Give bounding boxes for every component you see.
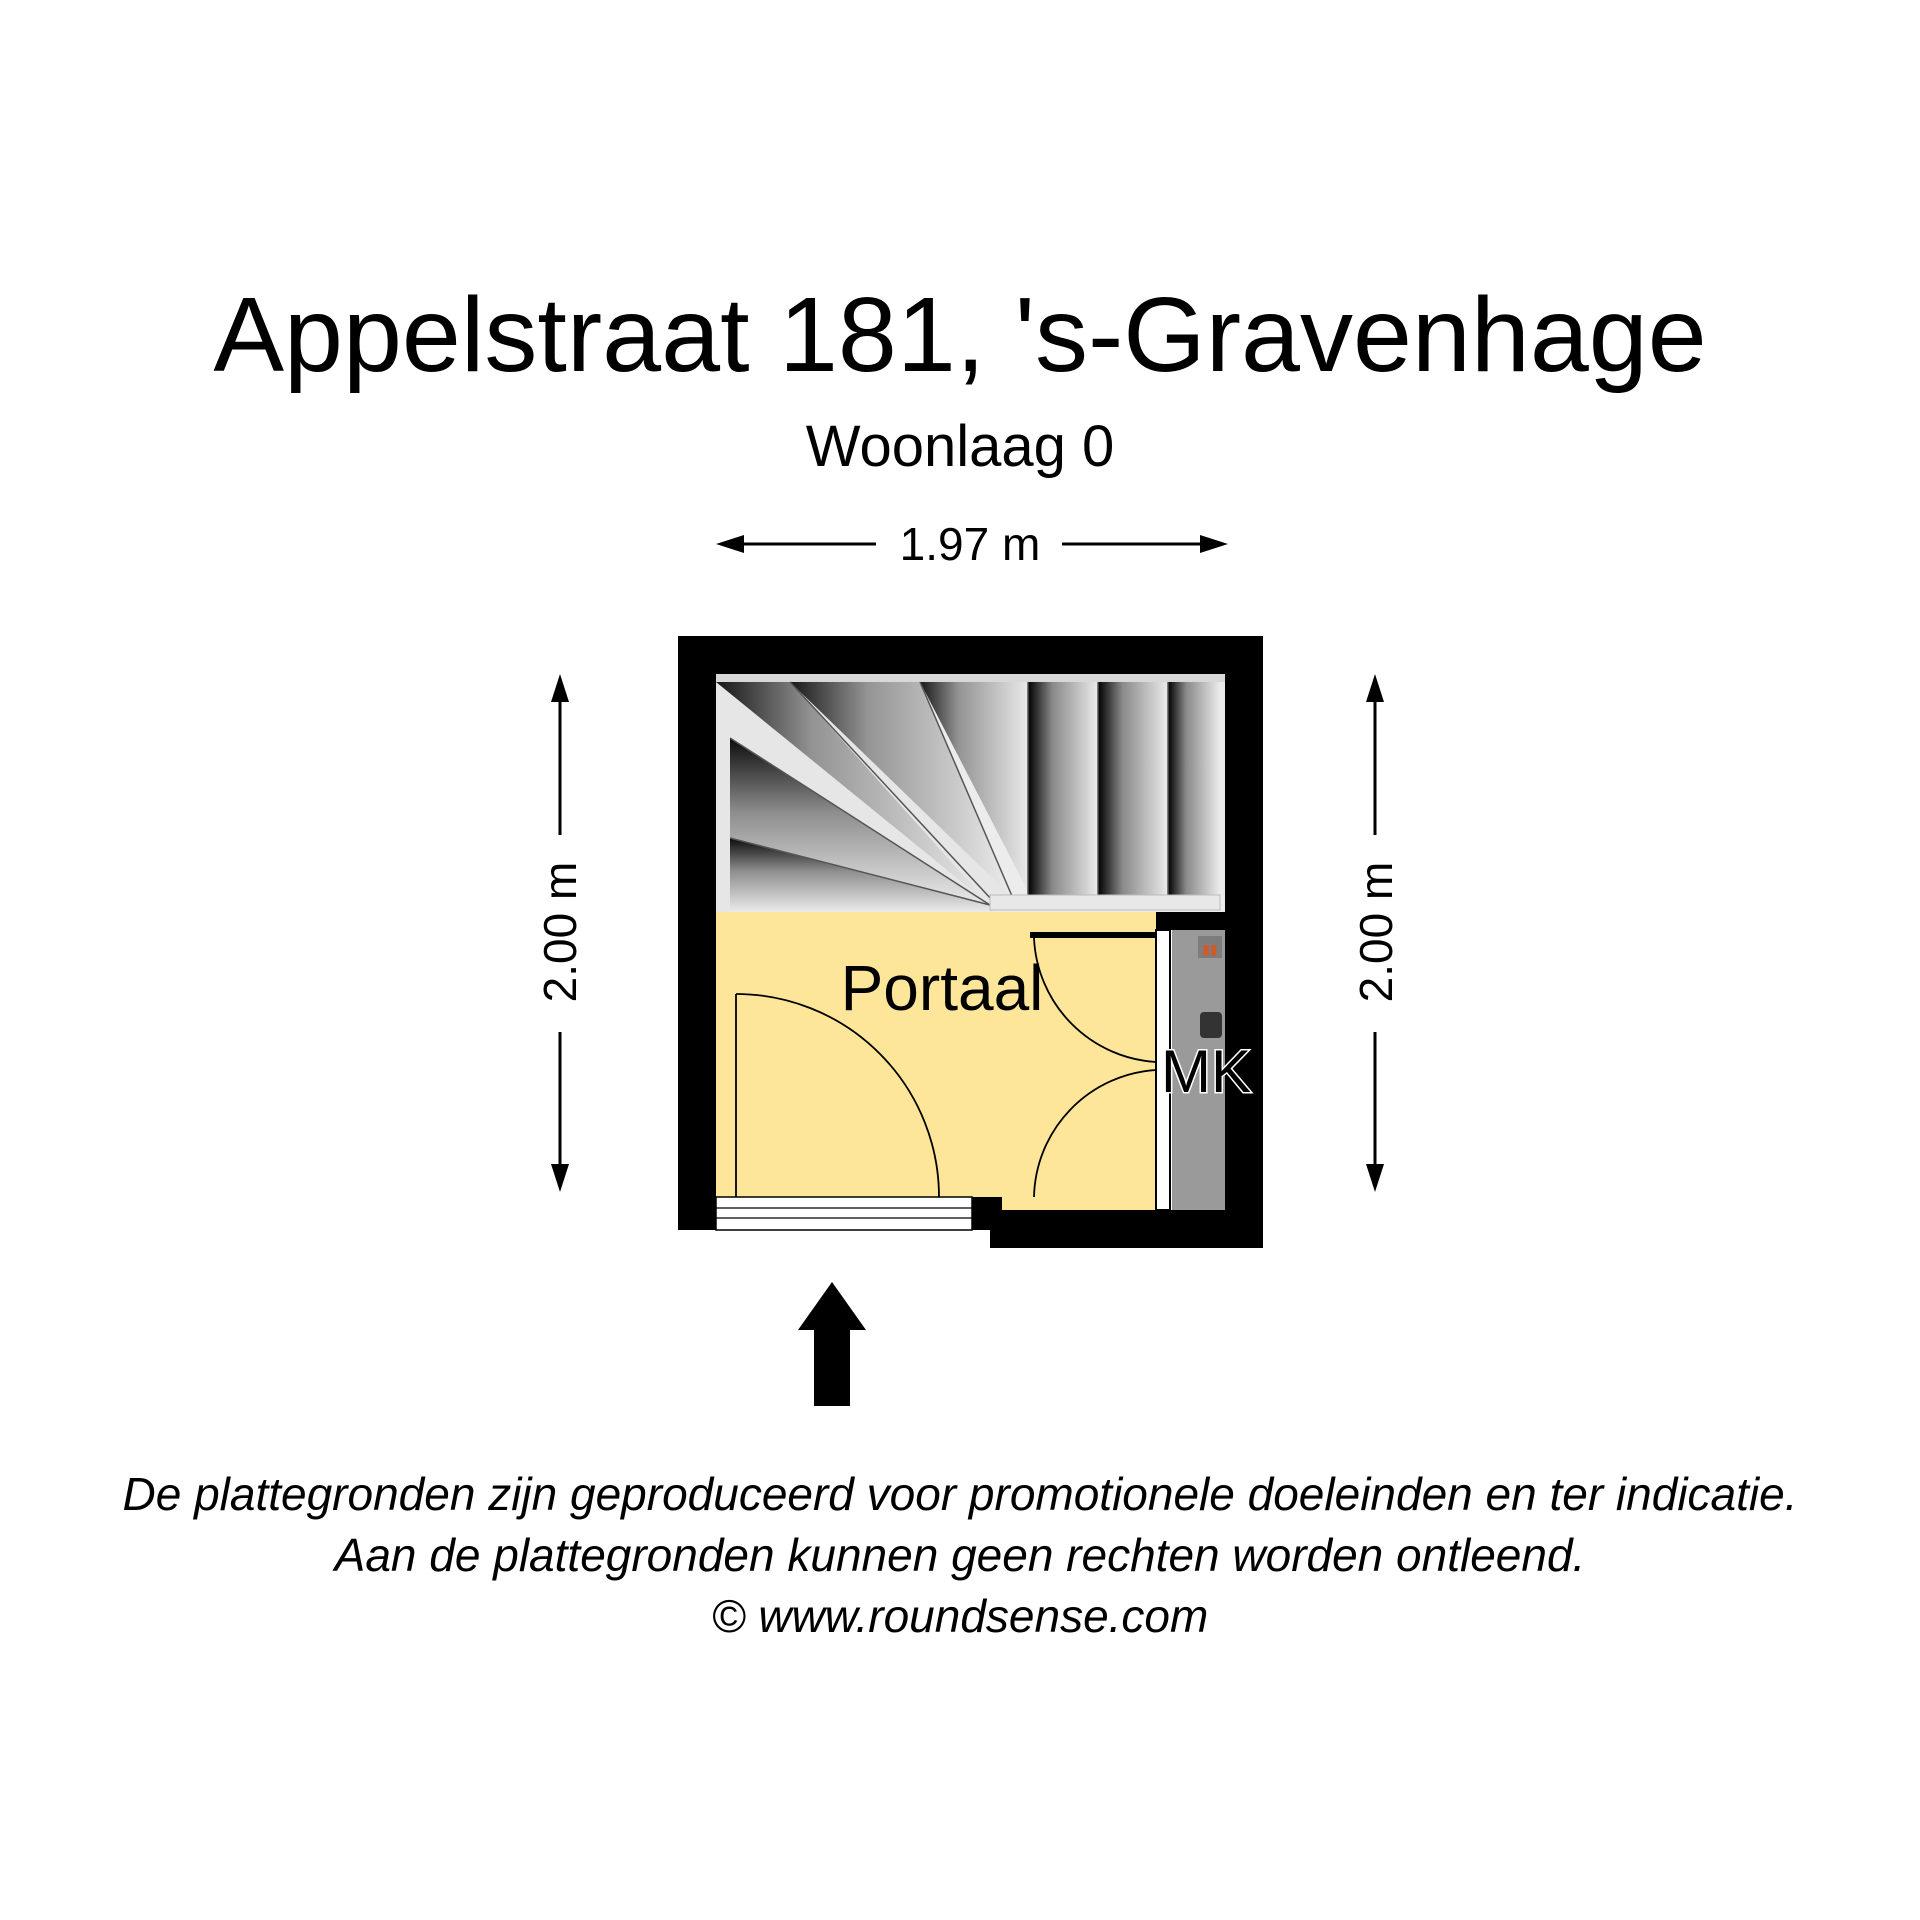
wall-bottom [990,1210,1263,1248]
room-label-mk: MK [1161,1038,1251,1105]
entrance-arrow-shape [798,1282,866,1406]
stair-step [1028,682,1098,895]
stair-step [1098,682,1168,895]
stair-landing [990,895,1220,910]
wall-jamb [972,1192,1002,1230]
fuse-indicator: ▮▮ [1202,941,1218,957]
copyright-line: © www.roundsense.com [711,1590,1209,1642]
width-dimension [716,518,1228,570]
stair-top-edge [716,674,1225,682]
height-dimension-left [534,674,586,1192]
portaal-floor-extension [1002,1197,1156,1210]
height-label-right: 2.00 m [1350,861,1402,1003]
meter [1200,1012,1222,1038]
disclaimer [0,1464,1920,1647]
staircase [716,674,1225,912]
arrowhead-down [1366,1164,1384,1192]
stair-step [1168,682,1220,895]
front-door-threshold [716,1197,972,1230]
arrowhead-up [1366,674,1384,702]
room-label-portaal: Portaal [840,952,1044,1024]
mk-wall-top [1156,912,1225,930]
height-dimension-right [1350,674,1402,1192]
disclaimer-line-1: De plattegronden zijn geproduceerd voor promotionele doeleinden en ter indicatie. [122,1468,1798,1520]
width-label: 1.97 m [899,518,1041,570]
floor-level-label: Woonlaag 0 [805,414,1115,479]
arrowhead-left [716,535,744,553]
entrance-arrow-icon [798,1282,866,1406]
plan-title: Appelstraat 181, 's-Gravenhage [213,276,1707,394]
disclaimer-line-2: Aan de plattegronden kunnen geen rechten worden ontleend. [334,1529,1586,1581]
threshold-frame [716,1197,972,1230]
arrowhead-up [551,674,569,702]
wall-right [1225,636,1263,1248]
height-label-left: 2.00 m [534,861,586,1003]
arrowhead-right [1200,535,1228,553]
wall-left [678,636,716,1230]
wall-stub [1030,932,1156,938]
wall-top [678,636,1263,674]
arrowhead-down [551,1164,569,1192]
